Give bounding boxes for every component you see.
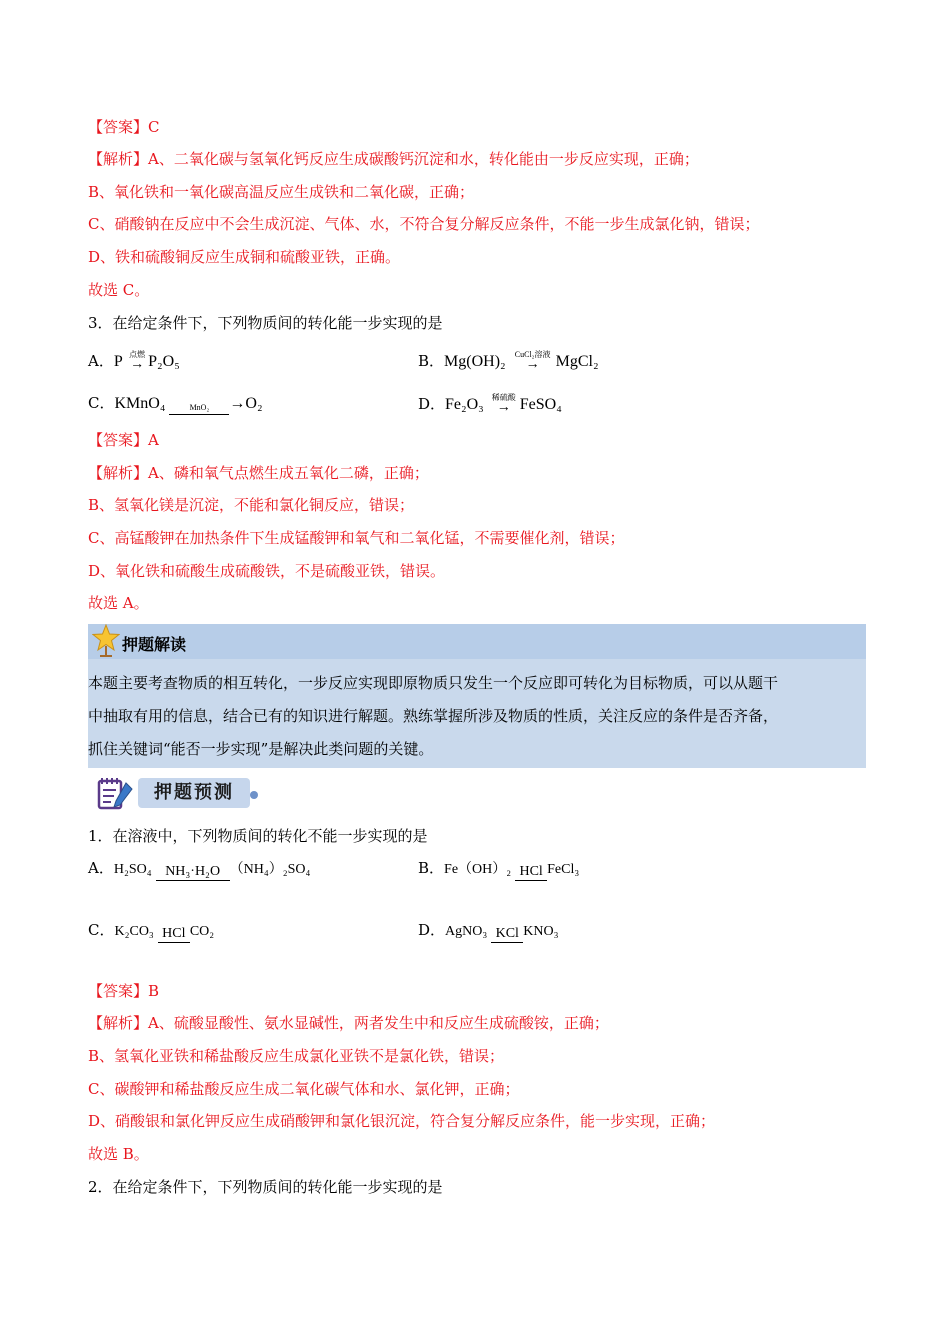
analysis-line: D、氧化铁和硫酸生成硫酸铁，不是硫酸亚铁，错误。 (88, 562, 446, 580)
question-stem: 3．在给定条件下，下列物质间的转化能一步实现的是 (88, 314, 443, 332)
option-d: D．AgNO₃ KCl KNO₃ (418, 921, 559, 941)
analysis-line: D、硝酸银和氯化钾反应生成硝酸钾和氯化银沉淀，符合复分解反应条件，能一步实现，正确； (88, 1112, 716, 1130)
option-d: D．Fe₂O₃ 稀硫酸 → FeSO₄ (418, 393, 562, 415)
answer-line: 【答案】A (88, 431, 159, 449)
reading-box (88, 624, 866, 768)
answer-line: 【答案】C (88, 118, 160, 136)
reading-header (88, 624, 866, 659)
dot-icon (250, 791, 258, 799)
reading-text-line: 本题主要考查物质的相互转化，一步反应实现即原物质只发生一个反应即可转化为目标物质，可以从题干 (88, 674, 779, 692)
option-a: A．P 点燃 → P₂O₅ (88, 350, 180, 372)
analysis-line: 【解析】A、硫酸显酸性、氨水显碱性，两者发生中和反应生成硫酸铵，正确； (88, 1014, 609, 1032)
answer-line: 【答案】B (88, 982, 160, 1000)
analysis-line: C、碳酸钾和稀盐酸反应生成二氧化碳气体和水、氯化钾，正确； (88, 1080, 520, 1098)
question-stem: 1．在溶液中，下列物质间的转化不能一步实现的是 (88, 827, 428, 845)
reading-text-line: 中抽取有用的信息，结合已有的知识进行解题。熟练掌握所涉及物质的性质，关注反应的条件是否齐备， (88, 707, 779, 725)
conclusion-line: 故选 A。 (88, 594, 149, 612)
option-c: C．KMnO₄ MnO₂ →O₂ (88, 393, 263, 415)
analysis-line: D、铁和硫酸铜反应生成铜和硫酸亚铁，正确。 (88, 248, 401, 266)
reading-title: 押题解读 (122, 635, 187, 654)
option-b: B．Fe（OH）₂ HCl FeCl₃ (418, 859, 580, 879)
analysis-line: 【解析】A、二氧化碳与氢氧化钙反应生成碳酸钙沉淀和水，转化能由一步反应实现，正确； (88, 150, 699, 168)
option-a: A．H₂SO₄ NH₃·H₂O （NH₄）₂SO₄ (88, 859, 311, 879)
star-icon (92, 624, 120, 662)
option-c: C．K₂CO₃ HCl CO₂ (88, 921, 215, 941)
analysis-line: C、硝酸钠在反应中不会生成沉淀、气体、水，不符合复分解反应条件，不能一步生成氯化钠，错误； (88, 215, 760, 233)
option-b: B．Mg(OH)₂ CuCl₂溶液 → MgCl₂ (418, 350, 599, 372)
conclusion-line: 故选 B。 (88, 1145, 149, 1163)
predict-title: 押题预测 (138, 778, 250, 808)
analysis-line: B、氢氧化镁是沉淀，不能和氯化铜反应，错误； (88, 496, 415, 514)
question-stem: 2．在给定条件下，下列物质间的转化能一步实现的是 (88, 1178, 443, 1196)
reading-text-line: 抓住关键词“能否一步实现”是解决此类问题的关键。 (88, 740, 434, 758)
analysis-line: B、氧化铁和一氧化碳高温反应生成铁和二氧化碳，正确； (88, 183, 475, 201)
conclusion-line: 故选 C。 (88, 281, 150, 299)
analysis-line: C、高锰酸钾在加热条件下生成锰酸钾和氧气和二氧化锰，不需要催化剂，错误； (88, 529, 625, 547)
notepad-pen-icon (96, 775, 136, 815)
analysis-line: B、氢氧化亚铁和稀盐酸反应生成氯化亚铁不是氯化铁，错误； (88, 1047, 505, 1065)
analysis-line: 【解析】A、磷和氧气点燃生成五氧化二磷，正确； (88, 464, 429, 482)
